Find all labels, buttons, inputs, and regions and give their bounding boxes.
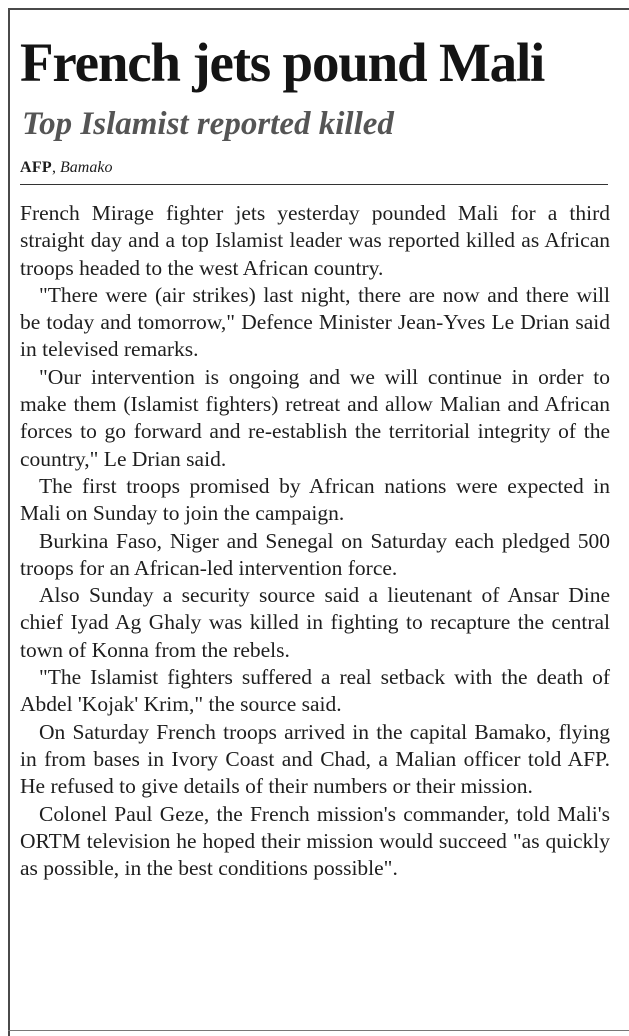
article-paragraph: Colonel Paul Geze, the French mission's commander, told Mali's ORTM television he hoped their mission would succeed "as quickly as possible, in the best conditions possible". (20, 801, 610, 881)
top-border-rule (8, 8, 629, 10)
byline-divider (20, 184, 608, 185)
byline-agency: AFP (20, 159, 53, 176)
article-body (20, 200, 610, 882)
article-paragraph: The first troops promised by African nations were expected in Mali on Sunday to join the campaign. (20, 473, 610, 526)
article-paragraph: French Mirage fighter jets yesterday pounded Mali for a third straight day and a top Islamist leader was reported killed as African troops headed to the west African country. (20, 201, 610, 280)
article-subheadline: Top Islamist reported killed (22, 106, 394, 142)
left-border-rule (8, 8, 10, 1036)
byline-dateline: Bamako (60, 159, 113, 176)
article-byline (20, 156, 112, 180)
article-paragraph: "There were (air strikes) last night, there are now and there will be today and tomorrow," Defence Minister Jean-Yves Le Drian said in televised remarks. (20, 282, 610, 362)
article-paragraph: "The Islamist fighters suffered a real setback with the death of Abdel 'Kojak' Krim," the source said. (20, 665, 610, 717)
article-paragraph: Also Sunday a security source said a lieutenant of Ansar Dine chief Iyad Ag Ghaly was killed in fighting to recapture the central town of Konna from the rebels. (20, 583, 610, 662)
article-paragraph: "Our intervention is ongoing and we will continue in order to make them (Islamist fighters) retreat and allow Malian and African forces to go forward and re-establish the territorial integrity of the country," Le Drian said. (20, 364, 610, 471)
article-headline: French jets pound Mali (20, 32, 545, 93)
article-paragraph: On Saturday French troops arrived in the capital Bamako, flying in from bases in Ivory Coast and Chad, a Malian officer told AFP. He refused to give details of their numbers or their mission. (20, 719, 610, 799)
byline-separator: , (52, 159, 61, 176)
bottom-border-rule (8, 1030, 629, 1031)
article-paragraph: Burkina Faso, Niger and Senegal on Saturday each pledged 500 troops for an African-led intervention force. (20, 528, 610, 580)
